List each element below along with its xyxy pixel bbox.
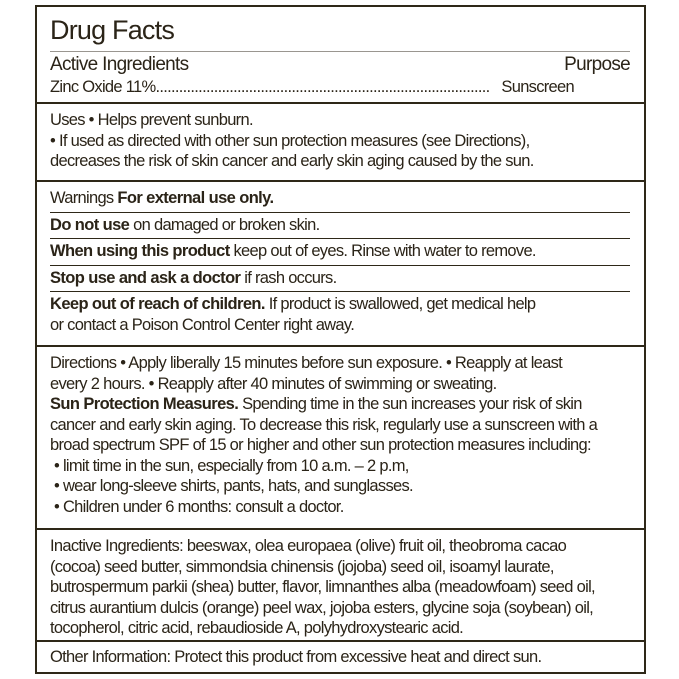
inactive-line: butrospermum parkii (shea) butter, flavor, limnanthes alba (meadowfoam) seed oil, bbox=[50, 578, 595, 596]
inactive-section bbox=[37, 530, 644, 642]
warning-text: For external use only. bbox=[117, 189, 274, 207]
uses-heading: Uses bbox=[50, 111, 85, 129]
bullet-item: • Children under 6 months: consult a doctor. bbox=[54, 497, 344, 516]
directions-line: every 2 hours. • Reapply after 40 minutes of swimming or sweating. bbox=[50, 374, 497, 393]
inactive-line: Inactive Ingredients: beeswax, olea europaea (olive) fruit oil, theobroma cacao bbox=[50, 537, 567, 555]
directions-line: cancer and early skin aging. To decrease this risk, regularly use a sunscreen with a bbox=[50, 415, 598, 434]
uses-line: decreases the risk of skin cancer and early skin aging caused by the sun. bbox=[50, 152, 534, 170]
warning-heading: Stop use and ask a doctor bbox=[50, 268, 241, 287]
bullet-item: • limit time in the sun, especially from 10 a.m. – 2 p.m, bbox=[54, 456, 409, 475]
inactive-line: citrus aurantium dulcis (orange) peel wax, jojoba esters, glycine soja (soybean) oil, bbox=[50, 598, 594, 617]
active-section bbox=[37, 7, 644, 104]
warning-text: keep out of eyes. Rinse with water to remove. bbox=[229, 242, 536, 260]
directions-section bbox=[37, 347, 644, 530]
directions-line: Directions • Apply liberally 15 minutes before sun exposure. • Reapply at least bbox=[50, 354, 563, 372]
other-information: Other Information: Protect this product from excessive heat and direct sun. bbox=[50, 648, 542, 666]
bullet-item: • wear long-sleeve shirts, pants, hats, and sunglasses. bbox=[54, 477, 413, 495]
drug-facts-panel bbox=[35, 5, 646, 674]
leader-dots: ...................................................................................... bbox=[155, 78, 490, 96]
warning-text: or contact a Poison Control Center right away. bbox=[50, 315, 355, 334]
warnings-section bbox=[37, 182, 644, 347]
other-section bbox=[37, 642, 644, 674]
ingredient-purpose: Sunscreen bbox=[501, 78, 574, 96]
inactive-line: tocopherol, citric acid, rebaudioside A, polyhydroxystearic acid. bbox=[50, 619, 464, 637]
uses-section bbox=[37, 104, 644, 182]
page-title: Drug Facts bbox=[50, 7, 630, 52]
directions-line: Spending time in the sun increases your risk of skin bbox=[238, 395, 582, 413]
warning-text: If product is swallowed, get medical help bbox=[264, 295, 536, 313]
warnings-heading: Warnings bbox=[50, 189, 118, 207]
uses-line: • If used as directed with other sun protection measures (see Directions), bbox=[50, 131, 530, 150]
ingredient-name: Zinc Oxide 11% bbox=[50, 78, 156, 96]
warning-text: if rash occurs. bbox=[240, 268, 337, 287]
warning-heading: Keep out of reach of children. bbox=[50, 295, 265, 313]
warning-heading: When using this product bbox=[50, 242, 230, 260]
uses-line: • Helps prevent sunburn. bbox=[84, 111, 253, 129]
sun-protection-heading: Sun Protection Measures. bbox=[50, 395, 239, 413]
purpose-heading: Purpose bbox=[564, 54, 630, 75]
inactive-line: (cocoa) seed butter, simmondsia chinensis (jojoba) seed oil, isoamyl laurate, bbox=[50, 557, 554, 576]
ingredient-row bbox=[50, 77, 630, 98]
directions-line: broad spectrum SPF of 15 or higher and other sun protection measures including: bbox=[50, 436, 591, 454]
warning-heading: Do not use bbox=[50, 215, 130, 234]
active-heading: Active Ingredients bbox=[50, 54, 189, 75]
warning-text: on damaged or broken skin. bbox=[129, 215, 320, 234]
